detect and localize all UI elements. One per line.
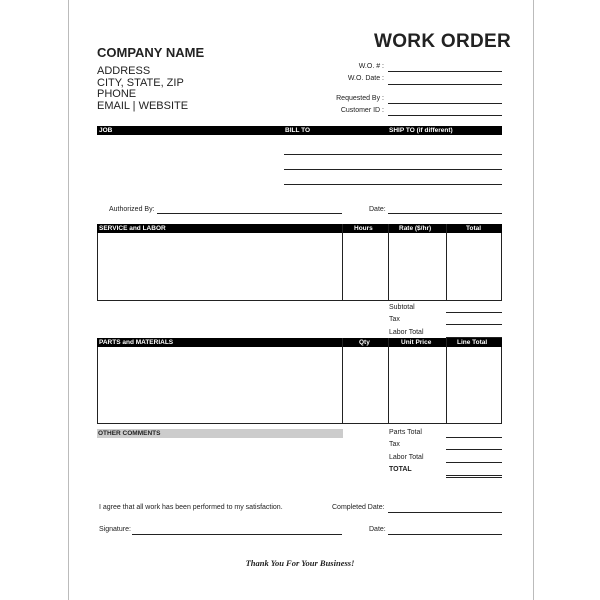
signature-date-label: Date:: [369, 526, 386, 533]
address-line: EMAIL | WEBSITE: [97, 99, 189, 112]
totals-labor-total-label: Labor Total: [389, 454, 424, 461]
totals-tax-field[interactable]: [446, 449, 502, 450]
hours-header: Hours: [354, 225, 373, 232]
service-table: [97, 224, 502, 301]
other-comments-bar: OTHER COMMENTS: [97, 429, 343, 438]
wo-number-label: W.O. # :: [358, 63, 384, 70]
wo-date-field[interactable]: [388, 84, 502, 85]
service-tax-label: Tax: [389, 316, 400, 323]
column-divider: [342, 338, 343, 424]
completed-date-field[interactable]: [388, 512, 502, 513]
wo-number-field[interactable]: [388, 71, 502, 72]
auth-date-label: Date:: [369, 206, 386, 213]
agreement-text: I agree that all work has been performed to my satisfaction.: [99, 504, 283, 511]
bill-to-line[interactable]: [284, 169, 502, 170]
column-divider: [446, 224, 447, 301]
subtotal-field[interactable]: [446, 312, 502, 313]
unit-price-header: Unit Price: [401, 339, 432, 346]
requested-by-field[interactable]: [388, 103, 502, 104]
job-label: JOB: [99, 127, 113, 134]
signature-field[interactable]: [132, 534, 342, 535]
column-divider: [388, 224, 389, 301]
parts-header-bar: [97, 338, 502, 347]
company-address: [97, 66, 188, 112]
signature-label: Signature:: [99, 526, 131, 533]
auth-date-field[interactable]: [388, 213, 502, 214]
rate-header: Rate ($/hr): [399, 225, 432, 232]
bill-to-line[interactable]: [284, 184, 502, 185]
grand-total-double-underline: [446, 477, 502, 478]
parts-table: [97, 338, 502, 424]
service-header-bar: [97, 224, 502, 233]
column-divider: [388, 338, 389, 424]
address-line: ADDRESS: [97, 65, 151, 77]
completed-date-label: Completed Date:: [332, 504, 385, 511]
grand-total-field[interactable]: [446, 475, 502, 476]
signature-date-field[interactable]: [388, 534, 502, 535]
subtotal-label: Subtotal: [389, 304, 415, 311]
company-name: COMPANY NAME: [97, 45, 205, 60]
column-divider: [446, 338, 447, 424]
authorized-by-field[interactable]: [157, 213, 342, 214]
column-divider: [342, 224, 343, 301]
address-line: PHONE: [97, 88, 137, 100]
wo-date-label: W.O. Date :: [347, 75, 384, 82]
line-total-header: Line Total: [457, 339, 488, 346]
parts-total-field[interactable]: [446, 437, 502, 438]
thank-you-message: Thank You For Your Business!: [245, 558, 355, 568]
total-header: Total: [466, 225, 482, 232]
customer-id-label: Customer ID :: [340, 107, 384, 114]
service-title: SERVICE and LABOR: [99, 225, 166, 232]
job-header-bar: [97, 126, 502, 135]
customer-id-field[interactable]: [388, 115, 502, 116]
totals-tax-label: Tax: [389, 441, 400, 448]
service-tax-field[interactable]: [446, 324, 502, 325]
qty-header: Qty: [359, 339, 370, 346]
document-title: WORK ORDER: [374, 31, 512, 52]
authorized-by-label: Authorized By:: [109, 206, 155, 213]
grand-total-label: TOTAL: [389, 466, 412, 473]
parts-title: PARTS and MATERIALS: [99, 339, 174, 346]
bill-to-label: BILL TO: [285, 127, 311, 134]
ship-to-label: SHIP TO (if different): [389, 127, 453, 134]
totals-labor-total-field[interactable]: [446, 462, 502, 463]
parts-total-label: Parts Total: [389, 429, 422, 436]
requested-by-label: Requested By :: [336, 95, 384, 102]
bill-to-line[interactable]: [284, 154, 502, 155]
service-labor-total-label: Labor Total: [389, 329, 424, 336]
address-line: CITY, STATE, ZIP: [97, 76, 184, 89]
